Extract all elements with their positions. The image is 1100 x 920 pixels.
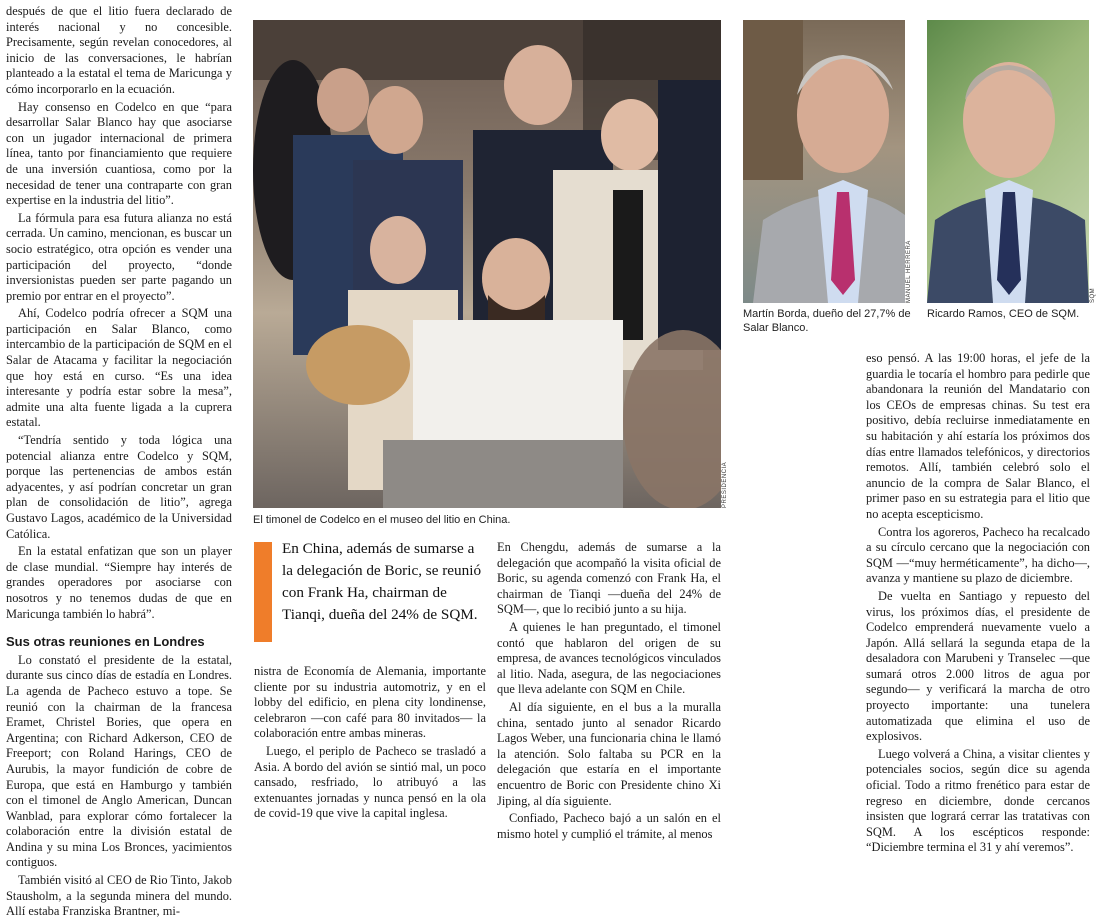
portrait-ramos	[927, 20, 1089, 303]
photo-caption: Ricardo Ramos, CEO de SQM.	[927, 308, 1080, 320]
pull-quote-bar	[254, 542, 272, 642]
section-heading: Sus otras reuniones en Londres	[6, 634, 205, 650]
paragraph: después de que el litio fuera declarado de interés nacional y no concesible. Precisamente, según revelan conocedores, al inicio de las conversaciones, le habrían planteado a la estatal el tema de Maricunga y cómo incorporarlo en la ecuación.	[6, 4, 232, 96]
pull-quote-text: En China, además de sumarse a la delegación de Boric, se reunió con Frank Ha, chairman de Tianqi, dueña del 24% de SQM.	[282, 540, 482, 623]
paragraph: En Chengdu, además de sumarse a la delegación que acompañó la visita oficial de Boric, su agenda comenzó con Frank Ha, el chairman de Tianqi —dueña del 24% de SQM—, que lo recibió junto a su hija.	[497, 540, 721, 617]
photo-credit: SQM	[1090, 287, 1096, 303]
paragraph: Luego, el periplo de Pacheco se trasladó a Asia. A bordo del avión se sintió mal, un poco cansado, resfriado, lo atribuyó a las extenuantes jornadas y nunca pensó en la ola de covid-19 que vive la capital inglesa.	[254, 743, 486, 821]
paragraph: Confiado, Pacheco bajó a un salón en el mismo hotel y cumplió el trámite, al menos	[497, 811, 721, 841]
column-1	[6, 4, 232, 920]
column-2	[254, 664, 486, 822]
paragraph: “Tendría sentido y toda lógica una potencial alianza entre Codelco y SQM, porque las pertenencias de ambos están adyacentes, y así podrían concretar un gran plan de consolidación de litio”, agrega Gustavo Lagos, académico de la Universidad Católica.	[6, 433, 232, 541]
paragraph: Al día siguiente, en el bus a la muralla china, sentado junto al senador Ricardo Lagos Weber, una funcionaria china le llamó la atención. Solo faltaba su PCR en la delegación que estaría en el importante encuentro de Boric con Presidente chino Xi Jiping, al día siguiente.	[497, 699, 721, 808]
photo-credit: MANUEL HERRERA	[906, 240, 912, 303]
paragraph: Lo constató el presidente de la estatal, durante sus cinco días de estadía en Londres. La agenda de Pacheco estuvo a tope. Se reunió con la chairman de la francesa Eramet, Christel Bories, que opera en Argentina; con Richard Adkerson, CEO de Freeport; con Roland Harings, CEO de Aurubis, la mayor fundición de cobre de Europa, que está en Hamburgo y también con el timonel de Anglo American, Duncan Wanblad, para explorar cómo fortalecer la colaboración entre la división estatal de Andina y su mina Los Bronces, yacimientos contiguos.	[6, 652, 232, 870]
paragraph: Contra los agoreros, Pacheco ha recalcado a su círculo cercano que la negociación con SQM —“muy herméticamente”, ha dicho—, avanza y mantiene su plazo de diciembre.	[866, 524, 1090, 586]
paragraph: A quienes le han preguntado, el timonel contó que hablaron del origen de su empresa, de avances tecnológicos vinculados al litio. Nada, asegura, de las negociaciones que lleva adelante con SQM en Chile.	[497, 619, 721, 697]
photo-caption: Martín Borda, dueño del 27,7% de Salar Blanco.	[743, 308, 911, 334]
paragraph: De vuelta en Santiago y repuesto del virus, los próximos días, el presidente de Codelco emprenderá nuevamente vuelo a Japón. Allá sellará la segunda etapa de la desaladora con Marubeni y Transelec —que sumará otros 2.000 litros de agua por segundo— y verificará la marcha de otro proyecto importante: una tunelera automatizada que elimina el uso de explosivos.	[866, 588, 1090, 744]
photo-caption: El timonel de Codelco en el museo del litio en China.	[253, 514, 511, 526]
paragraph: En la estatal enfatizan que son un player de clase mundial. “Siempre hay interés de grandes operadores por asociarse con nosotros y no tenemos dudas de que en Maricunga también lo habrá”.	[6, 544, 232, 621]
column-4	[866, 351, 1090, 856]
paragraph: Luego volverá a China, a visitar clientes y potenciales socios, según dice su agenda oficial. Todo a ritmo frenético para estar de regreso en diciembre, donde cercanos insisten que logrará cerrar las tratativas con SQM. A los escépticos responde: “Diciembre termina el 31 y ahí veremos”.	[866, 746, 1090, 855]
column-3	[497, 540, 721, 842]
paragraph: También visitó al CEO de Rio Tinto, Jakob Stausholm, a la segunda minera del mundo. Allí estaba Franziska Brantner, mi-	[6, 873, 232, 919]
paragraph: nistra de Economía de Alemania, importante cliente por su industria automotriz, y en el lobby del edificio, en plena city londinense, celebraron —con café para 80 invitados— la colaboración entre ambas mineras.	[254, 664, 486, 741]
main-photo	[253, 20, 721, 508]
paragraph: Hay consenso en Codelco en que “para desarrollar Salar Blanco hay que asociarse con un jugador internacional de primera línea, tanto por financiamiento que requiere de una inversión cuantiosa, como por la necesidad de tener una contraparte con gran expertise en la industria del litio”.	[6, 99, 232, 208]
paragraph: La fórmula para esa futura alianza no está cerrada. Un camino, mencionan, es buscar un socio estratégico, otra opción es vender una participación del proyecto, “donde inversionistas pueden ser parte pagando un premio por entrar en el proyecto”.	[6, 210, 232, 303]
portrait-borda	[743, 20, 905, 303]
paragraph: Ahí, Codelco podría ofrecer a SQM una participación en Salar Blanco, como intercambio de la participación de SQM en el Salar de Atacama y facilitar la negociación que hoy está en curso. “Es una idea interesante y podría estar sobre la mesa”, admite una alta fuente ligada a la cuprera estatal.	[6, 306, 232, 430]
pull-quote	[254, 538, 486, 646]
paragraph: eso pensó. A las 19:00 horas, el jefe de la guardia le tocaría el hombro para pedirle que abandonara la reunión del Mandatario con los CEOs de empresas chinas. Su test era positivo, debía recluirse inmediatamente en su habitación y ahí estaría los próximos dos días entre llamados telefónicos, y directorios remotos. Allí, también celebró solo el anuncio de la compra de Salar Blanco, el primer paso en su estrategia para el litio que no acepta escepticismo.	[866, 351, 1090, 521]
photo-credit: PRESIDENCIA	[722, 461, 728, 508]
